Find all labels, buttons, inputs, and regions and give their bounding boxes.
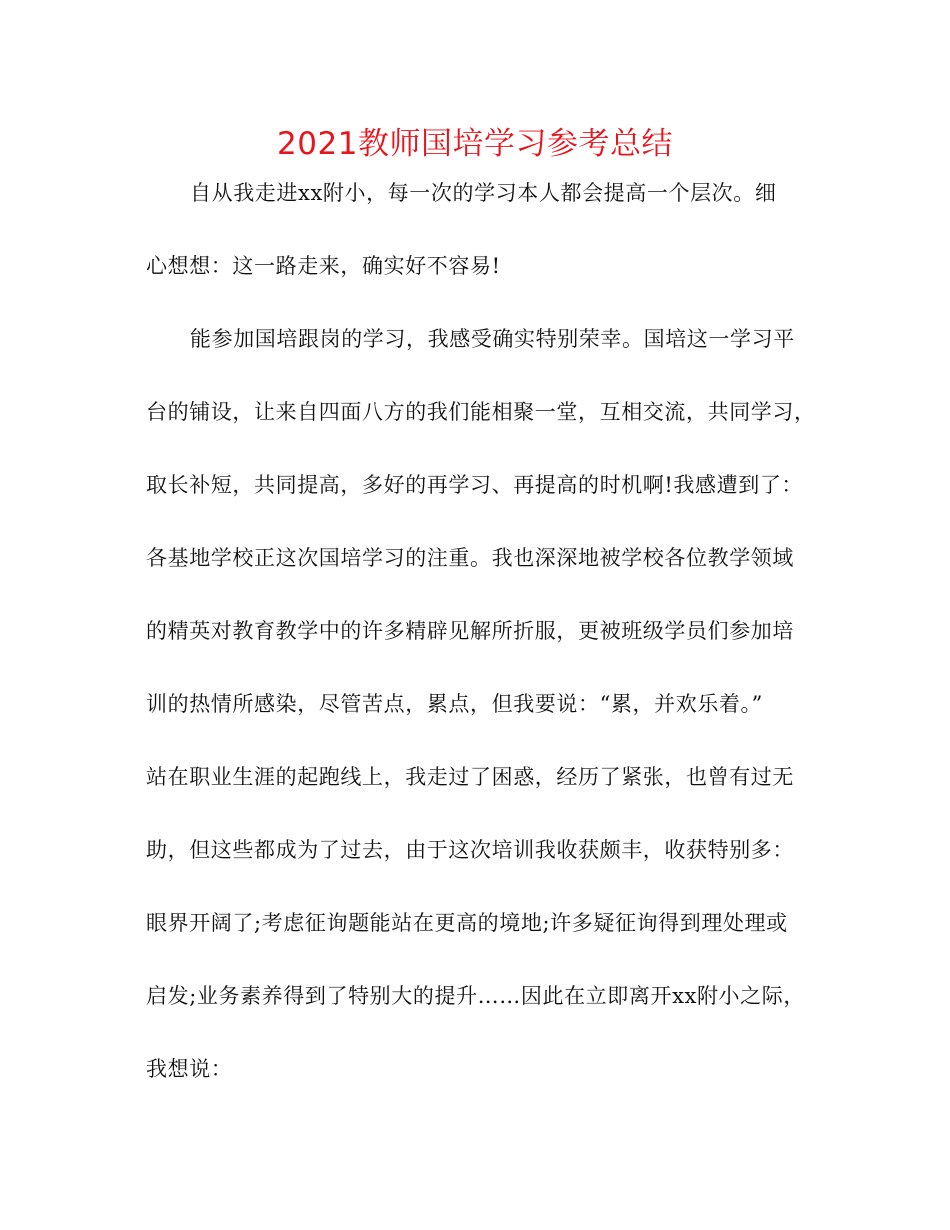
paragraph-line: 台的铺设，让来自四面八方的我们能相聚一堂，互相交流，共同学习， xyxy=(146,400,816,424)
paragraph-line: 各基地学校正这次国培学习的注重。我也深深地被学校各位教学领域 xyxy=(146,546,794,570)
paragraph-line: 站在职业生涯的起跑线上，我走过了困惑，经历了紧张，也曾有过无 xyxy=(146,765,794,789)
paragraph-line: 训的热情所感染，尽管苦点，累点，但我要说：“累，并欢乐着。” xyxy=(146,692,763,716)
document-title: 2021教师国培学习参考总结 xyxy=(277,126,673,162)
paragraph-line: 助，但这些都成为了过去，由于这次培训我收获颇丰，收获特别多： xyxy=(146,838,794,862)
paragraph-line: 自从我走进xx附小，每一次的学习本人都会提高一个层次。细 xyxy=(190,181,777,205)
paragraph-line: 眼界开阔了;考虑征询题能站在更高的境地;许多疑征询得到理处理或 xyxy=(146,911,788,935)
paragraph-line: 的精英对教育教学中的许多精辟见解所折服，更被班级学员们参加培 xyxy=(146,619,794,643)
paragraph-line: 能参加国培跟岗的学习，我感受确实特别荣幸。国培这一学习平 xyxy=(190,327,795,351)
paragraph-line: 启发;业务素养得到了特别大的提升……因此在立即离开xx附小之际， xyxy=(146,984,805,1008)
paragraph-line: 心想想：这一路走来，确实好不容易! xyxy=(146,254,501,278)
paragraph-line: 我想说： xyxy=(146,1057,233,1081)
paragraph-line: 取长补短，共同提高，多好的再学习、再提高的时机啊!我感遭到了： xyxy=(146,473,804,497)
